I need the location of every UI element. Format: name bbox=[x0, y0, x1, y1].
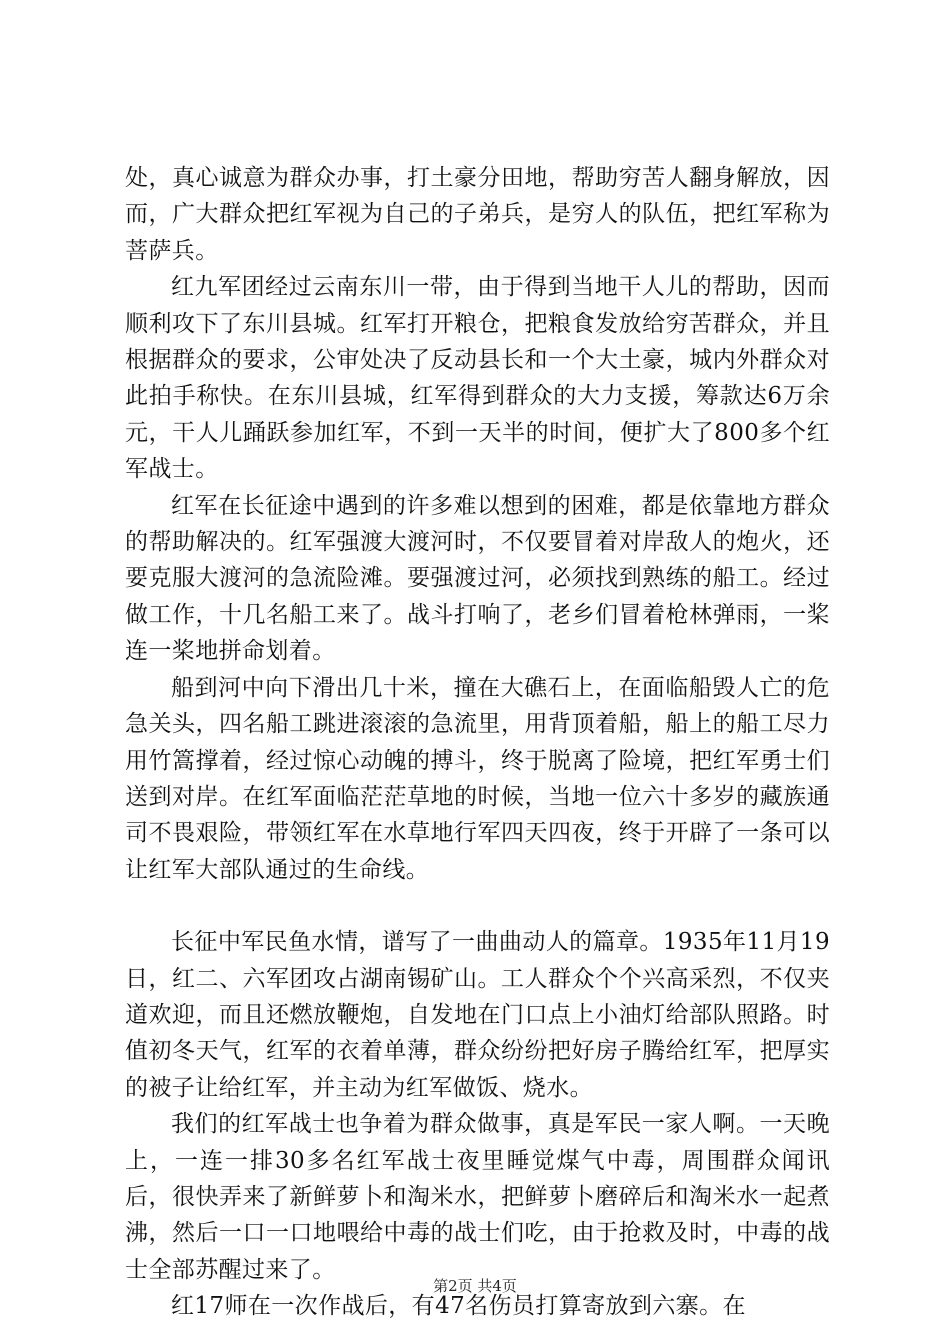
paragraph: 红军在长征途中遇到的许多难以想到的困难，都是依靠地方群众的帮助解决的。红军强渡大渡河时，不仅要冒着对岸敌人的炮火，还要克服大渡河的急流险滩。要强渡过河，必须找到熟练的船工。经过做工作，十几名船工来了。战斗打响了，老乡们冒着枪林弹雨，一桨连一桨地拼命划着。 bbox=[125, 492, 830, 665]
paragraph: 我们的红军战士也争着为群众做事，真是军民一家人啊。一天晚上，一连一排30多名红军战士夜里睡觉煤气中毒，周围群众闻讯后，很快弄来了新鲜萝卜和淘米水，把鲜萝卜磨碎后和淘米水一起煮沸，然后一口一口地喂给中毒的战士们吃，由于抢救及时，中毒的战士全部苏醒过来了。 bbox=[125, 1111, 830, 1283]
paragraph-continued: 处，真心诚意为群众办事，打土豪分田地，帮助穷苦人翻身解放，因而，广大群众把红军视为自己的子弟兵，是穷人的队伍，把红军称为菩萨兵。 bbox=[125, 165, 830, 264]
paragraph-gap bbox=[125, 888, 830, 924]
page-number-footer: 第2页 共4页 bbox=[433, 1277, 517, 1295]
paragraph: 红17师在一次作战后，有47名伤员打算寄放到六寨。在 bbox=[171, 1293, 746, 1320]
paragraph: 船到河中向下滑出几十米，撞在大礁石上，在面临船毁人亡的危急关头，四名船工跳进滚滚的急流里，用背顶着船，船上的船工尽力用竹篙撑着，经过惊心动魄的搏斗，终于脱离了险境，把红军勇士们送到对岸。在红军面临茫茫草地的时候，当地一位六十多岁的藏族通司不畏艰险，带领红军在水草地行军四天四夜，终于开辟了一条可以让红军大部队通过的生命线。 bbox=[125, 674, 830, 883]
body-text bbox=[125, 160, 830, 1325]
paragraph: 长征中军民鱼水情，谱写了一曲曲动人的篇章。1935年11月19日，红二、六军团攻占湖南锡矿山。工人群众个个兴高采烈，不仅夹道欢迎，而且还燃放鞭炮，自发地在门口点上小油灯给部队照路。时值初冬天气，红军的衣着单薄，群众纷纷把好房子腾给红军，把厚实的被子让给红军，并主动为红军做饭、烧水。 bbox=[125, 929, 830, 1101]
paragraph: 红九军团经过云南东川一带，由于得到当地干人儿的帮助，因而顺利攻下了东川县城。红军打开粮仓，把粮食发放给穷苦群众，并且根据群众的要求，公审处决了反动县长和一个大土豪，城内外群众对此拍手称快。在东川县城，红军得到群众的大力支援，筹款达6万余元，干人儿踊跃参加红军，不到一天半的时间，便扩大了800多个红军战士。 bbox=[125, 274, 830, 483]
